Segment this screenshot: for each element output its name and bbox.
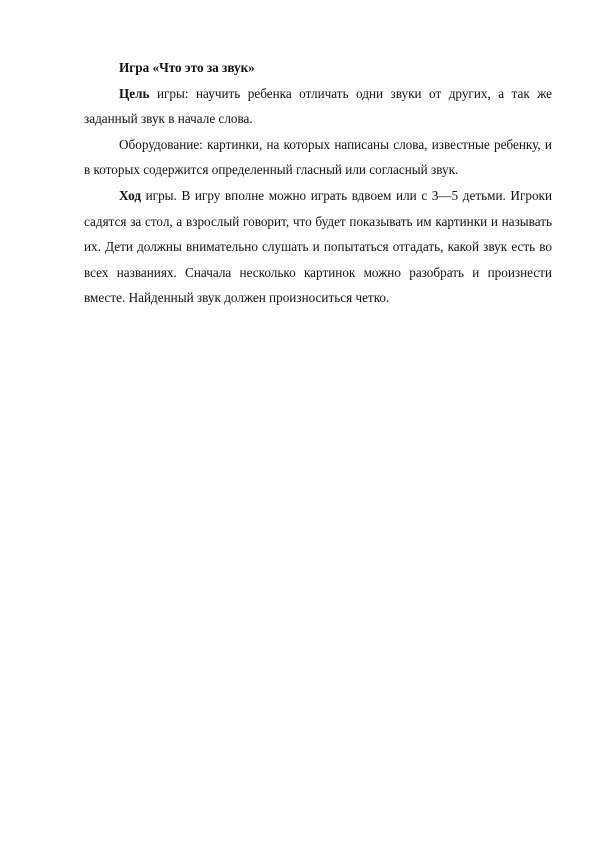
procedure-label: Ход — [119, 187, 142, 203]
equipment-text: Оборудование: картинки, на которых написаны слова, известные ребенку, и в которых содержится определенный гласный или согласный звук. — [84, 136, 552, 178]
procedure-text: игры. В игру вполне можно играть вдвоем или с 3—5 детьми. Игроки садятся за стол, а взрослый говорит, что будет показывать им картинки и называть их. Дети должны внимательно слушать и попытаться отгадать, какой звук есть во всех названиях. Сначала несколько картинок можно разобрать и произнести вместе. Найденный звук должен произноситься четко. — [84, 187, 552, 306]
game-title: Игра «Что это за звук» — [119, 60, 255, 75]
goal-label: Цель — [119, 85, 150, 101]
equipment-paragraph — [84, 132, 552, 183]
document-body — [84, 55, 552, 311]
goal-text: игры: научить ребенка отличать одни звуки от других, а так же заданный звук в начале слова. — [84, 85, 552, 127]
procedure-paragraph — [84, 183, 552, 311]
goal-paragraph — [84, 81, 552, 132]
